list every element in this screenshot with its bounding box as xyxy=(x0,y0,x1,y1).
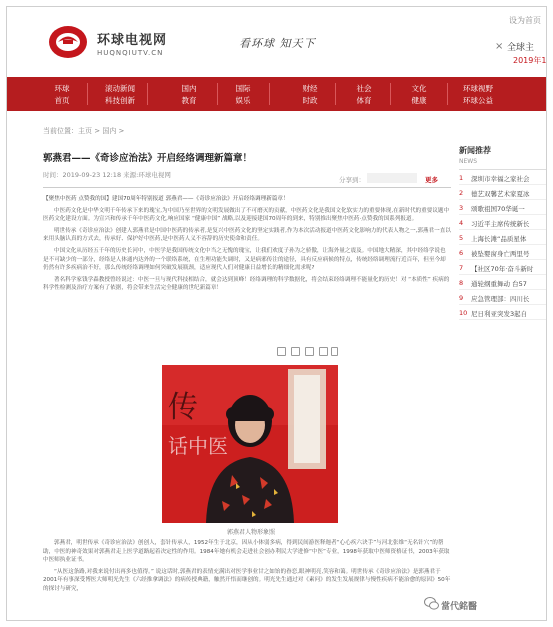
article-meta: 时间：2019-09-23 12:18 来源:环球电视网 xyxy=(43,171,171,179)
item-number: 1 xyxy=(459,174,464,182)
nav-label: 财经 xyxy=(302,84,318,93)
nav-item-global-view[interactable] xyxy=(453,83,503,107)
set-homepage-link[interactable]: 设为首页 xyxy=(509,16,541,25)
site-logo-icon[interactable] xyxy=(47,23,89,61)
nav-label: 体育 xyxy=(356,96,372,105)
slogan: 看环球 知天下 xyxy=(239,37,316,50)
nav-label: 国内 xyxy=(181,84,197,93)
article-title: 郭燕君——《奇诊应治法》开启经络调理新篇章！ xyxy=(43,153,253,164)
photo-caption: 郭燕君人物形象照 xyxy=(226,529,275,536)
nav-divider xyxy=(147,83,148,105)
article-paragraph: 明世传承《奇诊应治法》创建人郭燕君是中国中医药的传承者,是复兴中医药文化的坚定实践者,作为本次活动报道中医药文化影响力的代表人物之一,郭燕君一直以来用头脑认真的方式去，传承好、保护好中医药,是中医药人义不容辞的历史使命和责任。 xyxy=(43,227,451,243)
download-icon[interactable] xyxy=(305,347,314,356)
nav-label: 娱乐 xyxy=(235,96,251,105)
sidebar-subheading: NEWS xyxy=(459,158,478,165)
news-sidebar xyxy=(459,145,547,320)
sidebar-heading: 新闻推荐 xyxy=(459,146,491,155)
nav-label: 时政 xyxy=(302,96,318,105)
sidebar-news-item[interactable] xyxy=(459,245,547,260)
share-buttons[interactable] xyxy=(367,173,417,183)
nav-item-news[interactable] xyxy=(95,83,145,107)
sidebar-news-item[interactable] xyxy=(459,290,547,305)
copy-icon[interactable] xyxy=(291,347,300,356)
item-number: 9 xyxy=(459,294,464,302)
item-number: 2 xyxy=(459,189,464,197)
article-paragraph: “从医这条路,对我来说付出再多也值得。” 说这话时,郭燕君的表情充满出对医学事业甘之如饴的眷恋,眼神明亮,笑容和蔼。明世传承《奇诊应治法》是郭燕君于2001年有事深受博医大师明光先生《六经推拿调法》的病传授典籍，触然开悟而继创的。明光先生通过对《素问》的发生发展规律与慢性疾病不能治愈的原因》50年的探讨与研究， xyxy=(43,568,451,592)
nav-label: 环球 xyxy=(54,84,70,93)
nav-item-culture[interactable] xyxy=(394,83,444,107)
nav-label: 首页 xyxy=(54,96,70,105)
sidebar-news-item[interactable] xyxy=(459,305,547,320)
item-number: 5 xyxy=(459,234,464,242)
nav-divider xyxy=(87,83,88,105)
more-icon[interactable] xyxy=(331,347,338,356)
item-title: 德艺双馨艺术家夏冰 xyxy=(471,190,530,198)
item-title: 通轮纲重舞动 台57 xyxy=(471,280,527,288)
item-number: 4 xyxy=(459,219,464,227)
close-icon[interactable]: × xyxy=(495,41,504,52)
image-toolbar xyxy=(273,345,341,359)
wechat-icon xyxy=(424,597,439,610)
search-text[interactable]: 全球主 xyxy=(507,43,535,53)
item-title: 上海长滩“品质星体 xyxy=(471,235,527,243)
site-header xyxy=(7,7,546,75)
nav-label: 环球视野 xyxy=(463,84,493,93)
nav-divider xyxy=(335,83,336,105)
item-number: 7 xyxy=(459,264,464,272)
nav-divider xyxy=(447,83,448,105)
item-title: 被坠婴窗身亡两里号 xyxy=(471,250,530,258)
item-title: 颂歌祖国70华诞一 xyxy=(471,205,525,213)
item-title: 应急管理部：四川长 xyxy=(471,295,530,303)
article-body-continued xyxy=(43,539,451,597)
date-text: 2019年1 xyxy=(513,56,547,65)
brand-domain: HUQNQIUTV.CN xyxy=(97,49,164,57)
sidebar-news-item[interactable] xyxy=(459,260,547,275)
svg-text:传: 传 xyxy=(168,390,198,425)
nav-label: 科技创新 xyxy=(105,96,135,105)
article-paragraph: 中国文化从历经五千年的历史长河中，中医学是我国传统文化中当之无愧的瑰宝，让我们欢度子孙为之骄傲，让海外量之震及。中国地大精深，其中经络学说也是不可缺少的一部分，经络是人体通内达外的一个联络系统，在生理功能失调时，又是病邪传注的途径，具有反应病候的特点，传统经络调理流行近百年，但至今却仍然有许多疾病治不好，那么传统经络调理如何突破发展瓶颈，适应现代人们对健康日益增长的精细化需求呢? xyxy=(43,247,446,272)
brand[interactable] xyxy=(97,29,167,57)
nav-item-society[interactable] xyxy=(339,83,389,107)
portrait-photo xyxy=(162,365,338,523)
share-icon[interactable] xyxy=(319,347,328,356)
article-body xyxy=(43,195,451,296)
item-number: 10 xyxy=(459,309,468,317)
nav-divider xyxy=(269,83,270,105)
browser-page xyxy=(6,6,547,621)
share-label: 分享到： xyxy=(339,176,365,184)
article-paragraph: 著名科学家钱学森教授曾经说过：中医一旦与现代科技相结合，就会达到顶峰！经络调理的科学数据化，将会结束经络调理不能量化的历史！对 “本质性” 疾病的科学性检测及治疗方案有了依据，将会带来生活完全健康的世纪新篇章！ xyxy=(43,276,450,292)
item-number: 3 xyxy=(459,204,464,212)
more-link[interactable]: 更多 xyxy=(425,176,438,184)
sidebar-news-item[interactable] xyxy=(459,230,547,245)
article-paragraph: 中医药文化是中华文明千年传承下来的瑰宝,为中国乃至世界的文明发展做出了不可磨灭的贡献，中医药文化是我国文化软实力的重要体现,在新时代的重要议题中医药文化建设方面。为宣兴和传承千年中医药文化,响应国家 “健康中国” 战略,以及迎接建国70周年的到来，特别推出聚焦中医药·点赞我的国系列报道。 xyxy=(43,207,450,223)
nav-label: 滚动新闻 xyxy=(105,84,135,93)
nav-item-finance[interactable] xyxy=(285,83,335,107)
item-number: 6 xyxy=(459,249,464,257)
nav-item-home[interactable] xyxy=(37,83,87,107)
zoom-icon[interactable] xyxy=(277,347,286,356)
main-nav xyxy=(7,77,546,111)
watermark: 當代銘醫 xyxy=(441,602,478,612)
nav-label: 社会 xyxy=(356,84,372,93)
item-title: 尼日利亚突发3起自 xyxy=(471,310,528,318)
item-number: 8 xyxy=(459,279,464,287)
nav-label: 健康 xyxy=(411,96,427,105)
breadcrumb[interactable]: 当前位置：主页 > 国内 > xyxy=(43,127,125,135)
sidebar-news-item[interactable] xyxy=(459,185,547,200)
nav-item-domestic[interactable] xyxy=(164,83,214,107)
article-paragraph: 郭燕君，明世传承《奇诊应治法》创创人，套针传承人，1952年生于北京，因从小体弱多病，得到民间游医释迦者“心心疾六诀手”与河北张维“无名针穴”的帮助，中医的神奇效果对郭燕君走上医学道路起着决定性的作用。1984年她有机会走进社会创办利民大学进修“中医”专业，1998年获取中医师资格证书，2003年获取中医师执业证书。 xyxy=(43,540,450,564)
item-title: 深圳市幸福之家社会 xyxy=(471,175,530,183)
brand-name: 环球电视网 xyxy=(97,33,168,48)
nav-label: 环球公益 xyxy=(463,96,493,105)
nav-label: 教育 xyxy=(181,96,197,105)
sidebar-news-item[interactable] xyxy=(459,170,547,185)
nav-item-international[interactable] xyxy=(218,83,268,107)
sidebar-news-item[interactable] xyxy=(459,215,547,230)
sidebar-news-item[interactable] xyxy=(459,275,547,290)
nav-divider xyxy=(390,83,391,105)
title-divider xyxy=(43,187,451,188)
svg-text:话中医: 话中医 xyxy=(168,434,228,458)
nav-label: 国际 xyxy=(235,84,251,93)
article-lead: 【聚焦中医药 点赞我的国】建国70周年特别报道 郭燕君——《奇诊应治法》开启经络调理新篇章！ xyxy=(43,196,289,202)
item-title: 习近平主席传统新长 xyxy=(471,220,530,228)
nav-label: 文化 xyxy=(411,84,427,93)
item-title: 【社区70年·奋斗新时 xyxy=(471,265,534,273)
sidebar-news-item[interactable] xyxy=(459,200,547,215)
